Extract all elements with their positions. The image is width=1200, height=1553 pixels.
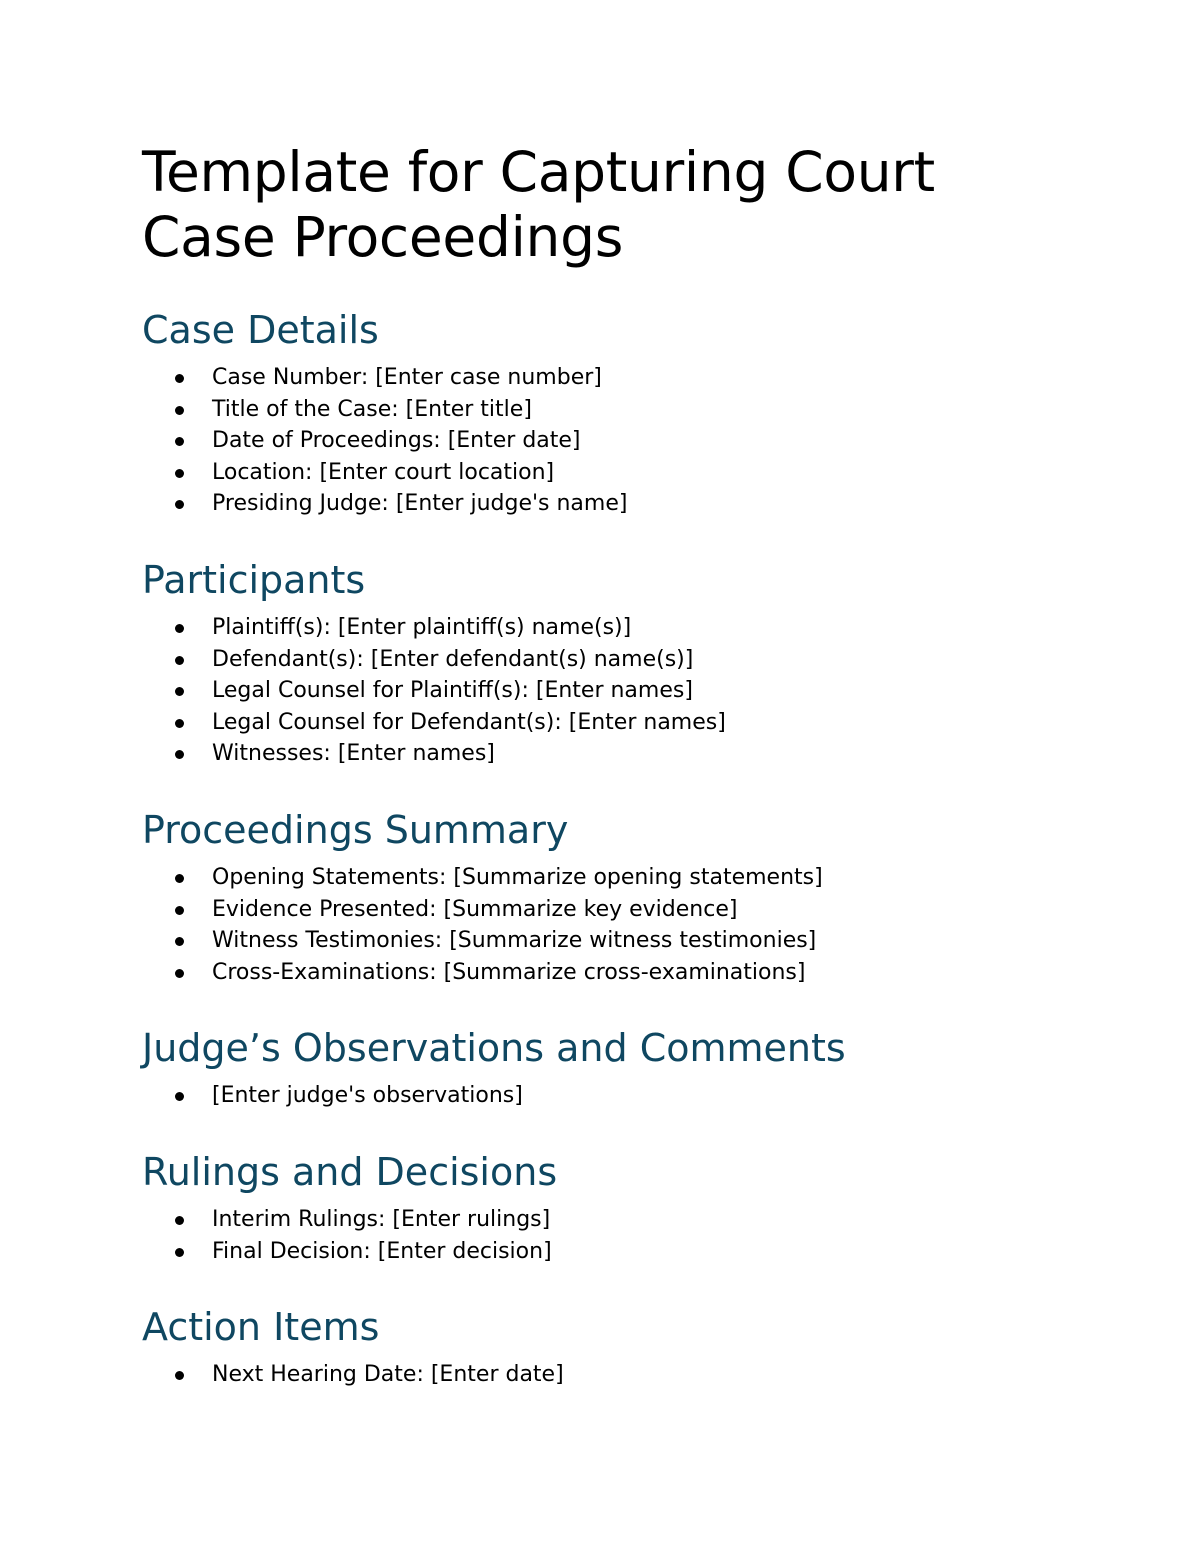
section-heading: Case Details — [142, 308, 379, 352]
section-heading: Judge’s Observations and Comments — [142, 1026, 846, 1071]
list-item — [142, 738, 1082, 770]
bullet-list — [142, 862, 1082, 988]
section-heading: Proceedings Summary — [142, 807, 569, 852]
bullet-icon — [175, 687, 184, 696]
list-item — [142, 644, 1082, 676]
bullet-icon — [175, 937, 184, 946]
list-item — [142, 957, 1082, 989]
list-item-text: Interim Rulings: [Enter rulings] — [212, 1206, 551, 1232]
bullet-list — [142, 1080, 1082, 1112]
document-page — [142, 140, 1082, 1391]
bullet-list — [142, 612, 1082, 770]
list-item — [142, 1204, 1082, 1236]
list-item — [142, 1236, 1082, 1268]
list-item-text: Witness Testimonies: [Summarize witness testimonies] — [212, 928, 817, 954]
list-item-text: [Enter judge's observations] — [212, 1083, 523, 1109]
list-item-text: Next Hearing Date: [Enter date] — [212, 1362, 564, 1388]
list-item-text: Date of Proceedings: [Enter date] — [212, 428, 581, 454]
list-item — [142, 707, 1082, 739]
list-item-text: Final Decision: [Enter decision] — [212, 1238, 552, 1264]
list-item — [142, 362, 1082, 394]
bullet-icon — [175, 406, 184, 415]
bullet-icon — [175, 500, 184, 509]
bullet-icon — [175, 1092, 184, 1101]
list-item — [142, 925, 1082, 957]
list-item-text: Presiding Judge: [Enter judge's name] — [212, 491, 628, 517]
bullet-icon — [175, 1248, 184, 1257]
bullet-list — [142, 362, 1082, 520]
section-heading: Rulings and Decisions — [142, 1149, 558, 1194]
section-heading: Action Items — [142, 1305, 380, 1350]
bullet-icon — [175, 874, 184, 883]
list-item-text: Location: [Enter court location] — [212, 459, 555, 485]
list-item-text: Case Number: [Enter case number] — [212, 365, 602, 390]
section-action-items — [142, 1305, 1082, 1391]
section-case-details — [142, 308, 1082, 520]
list-item-text: Legal Counsel for Plaintiff(s): [Enter names] — [212, 678, 693, 704]
list-item — [142, 862, 1082, 894]
section-judges-observations — [142, 1026, 1082, 1112]
section-proceedings-summary — [142, 808, 1082, 988]
list-item — [142, 1080, 1082, 1112]
list-item-text: Cross-Examinations: [Summarize cross-examinations] — [212, 959, 806, 985]
bullet-list — [142, 1204, 1082, 1267]
list-item-text: Legal Counsel for Defendant(s): [Enter names] — [212, 709, 726, 735]
bullet-icon — [175, 656, 184, 665]
bullet-icon — [175, 1216, 184, 1225]
section-rulings-and-decisions — [142, 1150, 1082, 1267]
list-item — [142, 425, 1082, 457]
bullet-icon — [175, 750, 184, 759]
bullet-icon — [175, 906, 184, 915]
bullet-icon — [175, 969, 184, 978]
bullet-icon — [175, 374, 184, 383]
list-item — [142, 612, 1082, 644]
section-heading: Participants — [142, 557, 366, 602]
list-item — [142, 488, 1082, 520]
list-item — [142, 394, 1082, 426]
bullet-icon — [175, 719, 184, 728]
list-item — [142, 1359, 1082, 1391]
list-item-text: Defendant(s): [Enter defendant(s) name(s)] — [212, 646, 694, 672]
bullet-icon — [175, 469, 184, 478]
list-item — [142, 457, 1082, 489]
document-title: Template for Capturing Court Case Proceedings — [142, 140, 935, 269]
list-item-text: Evidence Presented: [Summarize key evidence] — [212, 896, 738, 922]
list-item-text: Title of the Case: [Enter title] — [212, 396, 532, 422]
list-item-text: Opening Statements: [Summarize opening statements] — [212, 864, 823, 890]
bullet-icon — [175, 437, 184, 446]
section-participants — [142, 558, 1082, 770]
list-item-text: Witnesses: [Enter names] — [212, 741, 495, 767]
bullet-icon — [175, 624, 184, 633]
list-item — [142, 675, 1082, 707]
list-item-text: Plaintiff(s): [Enter plaintiff(s) name(s)] — [212, 614, 632, 640]
list-item — [142, 894, 1082, 926]
bullet-icon — [175, 1371, 184, 1380]
bullet-list — [142, 1359, 1082, 1391]
